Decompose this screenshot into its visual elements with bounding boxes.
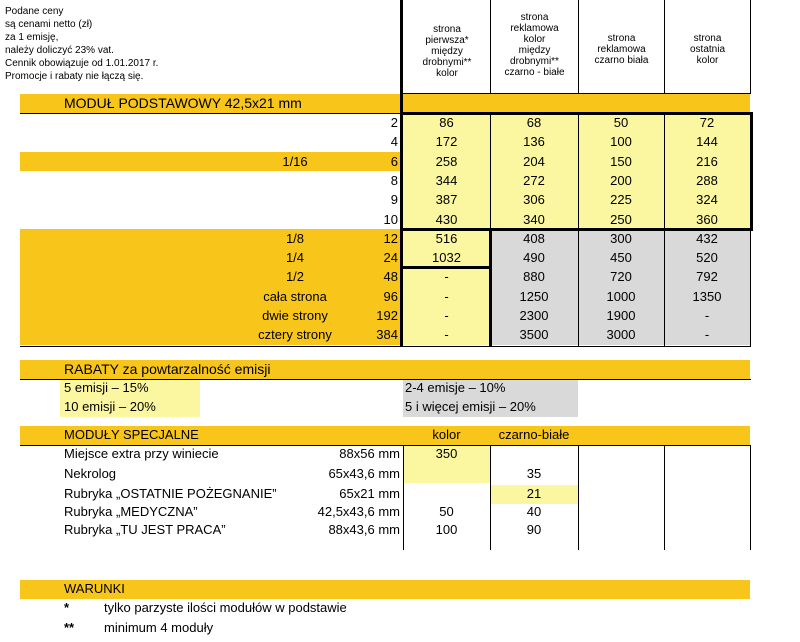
price-cell: 86 [439, 115, 454, 130]
price-cell: - [444, 327, 449, 342]
note-line-6: Promocje i rabaty nie łączą się. [5, 71, 144, 82]
price-cell: 408 [523, 231, 545, 246]
special-row-name: Rubryka „TU JEST PRACA” [64, 522, 226, 537]
col-divider-5 [750, 0, 751, 94]
price-cell: 516 [435, 231, 458, 246]
price-cell: 72 [699, 115, 715, 130]
price-row-label: 1/4 [285, 250, 305, 265]
price-cell: 344 [435, 173, 458, 188]
price-row-modules: 8 [390, 173, 398, 188]
note-line-5: Cennik obowiązuje od 1.01.2017 r. [5, 58, 159, 69]
discount-right-1: 2-4 emisje – 10% [405, 380, 506, 395]
special-row-color-price: 50 [439, 504, 454, 519]
price-row-modules: 96 [383, 289, 398, 304]
price-cell: 1032 [432, 250, 461, 265]
price-cell: 720 [610, 269, 632, 284]
special-row-size: 42,5x43,6 mm [317, 504, 400, 519]
price-cell: 225 [610, 192, 632, 207]
price-cell: 430 [435, 212, 458, 227]
price-row-modules: 6 [390, 154, 398, 169]
special-col-5 [750, 445, 751, 550]
special-title: MODUŁY SPECJALNE [64, 427, 199, 442]
price-cell: 216 [696, 154, 718, 169]
price-row-modules: 12 [383, 231, 398, 246]
special-row-name: Rubryka „OSTATNIE POŻEGNANIE” [64, 486, 277, 501]
price-cell: 1900 [606, 308, 636, 323]
table-bottom [20, 346, 751, 347]
price-row-label: cała strona [263, 289, 327, 304]
price-cell: 792 [696, 269, 718, 284]
condition-mark-1: * [64, 600, 70, 615]
module-title: MODUŁ PODSTAWOWY 42,5x21 mm [64, 95, 302, 111]
discount-left-1: 5 emisji – 15% [64, 380, 149, 395]
header-col-3: strona reklamowa czarno biała [594, 33, 649, 66]
special-col-4 [664, 445, 665, 550]
price-row-modules: 10 [383, 212, 398, 227]
note-line-1: Podane ceny [5, 6, 64, 17]
price-cell: 250 [610, 212, 632, 227]
special-row-size: 88x56 mm [339, 446, 400, 461]
price-row-modules: 384 [376, 327, 398, 342]
price-cell: 1250 [519, 289, 549, 304]
price-cell: 3500 [519, 327, 549, 342]
price-cell: 360 [696, 212, 718, 227]
price-cell: 68 [526, 115, 542, 130]
price-cell: 172 [435, 134, 458, 149]
price-cell: 880 [523, 269, 545, 284]
price-cell: 150 [610, 154, 632, 169]
special-row-size: 88x43,6 mm [328, 522, 400, 537]
header-col-2: strona reklamowa kolor między drobnymi** czarno - białe [504, 12, 565, 78]
conditions-title-band [20, 580, 750, 599]
price-cell: 200 [610, 173, 632, 188]
condition-text-1: tylko parzyste ilości modułów w podstawie [104, 600, 347, 615]
price-cell: 100 [610, 134, 632, 149]
note-line-2: są cenami netto (zł) [5, 19, 93, 30]
conditions-title: WARUNKI [64, 581, 125, 596]
special-row-name: Rubryka „MEDYCZNA” [64, 504, 198, 519]
special-col-color-label: kolor [432, 427, 461, 442]
price-cell: 204 [523, 154, 545, 169]
price-cell: - [444, 269, 449, 284]
special-row-size: 65x43,6 mm [328, 466, 400, 481]
price-cell: 306 [523, 192, 545, 207]
header-col-4: strona ostatnia kolor [689, 33, 726, 66]
price-row-modules: 192 [376, 308, 398, 323]
price-cell: 450 [610, 250, 632, 265]
price-cell: - [444, 289, 449, 304]
price-cell: 340 [523, 212, 545, 227]
special-row-bw-price: 90 [526, 522, 542, 537]
discount-title: RABATY za powtarzalność emisji [64, 361, 271, 377]
price-cell: 3000 [606, 327, 636, 342]
price-cell: 50 [613, 115, 629, 130]
special-col-bw-label: czarno-białe [498, 427, 570, 442]
price-row-label: 1/2 [285, 269, 305, 284]
price-cell: - [444, 308, 449, 323]
price-cell: 144 [696, 134, 718, 149]
price-cell: 1000 [606, 289, 636, 304]
special-row-color-price: 100 [435, 522, 458, 537]
price-row-label: dwie strony [262, 308, 328, 323]
price-cell: 272 [523, 173, 545, 188]
price-cell: 136 [523, 134, 545, 149]
price-cell: 258 [435, 154, 458, 169]
price-cell: 387 [435, 192, 458, 207]
price-row-label: cztery strony [258, 327, 332, 342]
discount-left-2: 10 emisji – 20% [64, 399, 156, 414]
header-underline [403, 93, 751, 94]
price-cell: - [704, 308, 710, 323]
note-line-3: za 1 emisję, [5, 32, 59, 43]
special-row-bw-price: 21 [526, 486, 542, 501]
price-cell: 490 [523, 250, 545, 265]
box-right [750, 112, 753, 231]
price-cell: 324 [696, 192, 718, 207]
condition-mark-2: ** [64, 620, 75, 635]
special-col-3 [578, 445, 579, 550]
price-row-modules: 24 [383, 250, 398, 265]
price-cell: 300 [610, 231, 632, 246]
price-cell: 432 [696, 231, 718, 246]
price-row-modules: 9 [390, 192, 398, 207]
special-row-bw-price: 40 [526, 504, 542, 519]
special-row-color-price: 350 [435, 446, 458, 461]
discount-right-2: 5 i więcej emisji – 20% [405, 399, 536, 414]
price-row-label: 1/8 [285, 231, 305, 246]
price-cell: - [704, 327, 710, 342]
price-row-label: 1/16 [282, 154, 308, 169]
special-row-name: Nekrolog [64, 466, 117, 481]
price-cell: 2300 [519, 308, 549, 323]
condition-text-2: minimum 4 moduły [104, 620, 214, 635]
special-row-name: Miejsce extra przy winiecie [64, 446, 219, 461]
price-cell: 520 [696, 250, 718, 265]
price-row-modules: 4 [390, 134, 398, 149]
special-row-size: 65x21 mm [339, 486, 400, 501]
price-row-modules: 2 [390, 115, 398, 130]
price-row-modules: 48 [383, 269, 398, 284]
note-line-4: należy doliczyć 23% vat. [5, 45, 114, 56]
special-row-bw-price: 35 [526, 466, 542, 481]
price-cell: 288 [696, 173, 718, 188]
price-cell: 1350 [692, 289, 722, 304]
header-col-1: strona pierwsza* między drobnymi** kolor [422, 24, 472, 79]
